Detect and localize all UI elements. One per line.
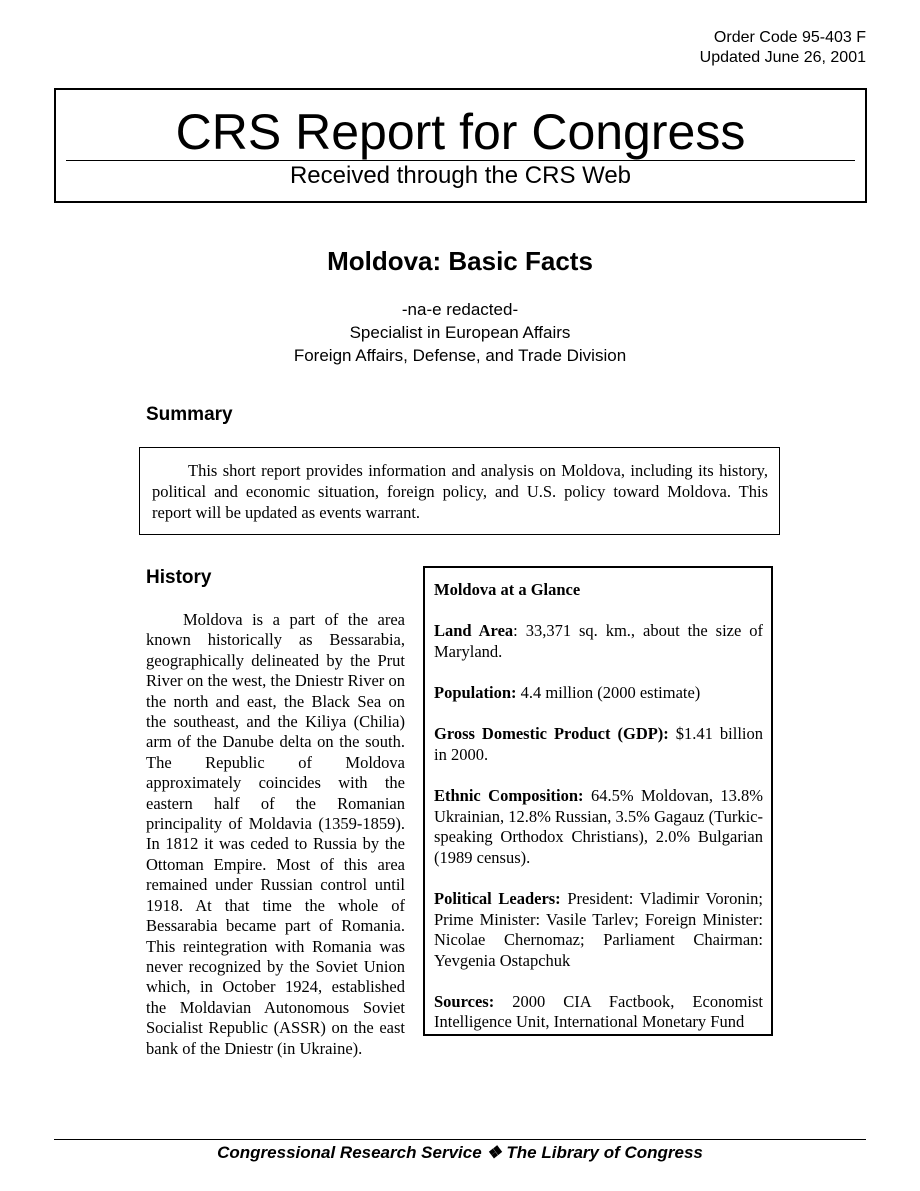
- glance-entry-sources: [434, 992, 763, 1033]
- glance-label: Political Leaders:: [434, 888, 561, 908]
- history-heading: History: [146, 567, 212, 588]
- updated-date: Updated June 26, 2001: [699, 49, 866, 66]
- history-text: Moldova is a part of the area known historically as Bessarabia, geographically delineated by the Prut River on the west, the Dniestr River on the north and east, the Black Sea on the southeast, and the Kiliya (Chilia) arm of the Danube delta on the south. The Republic of Moldova approximately coincides with the eastern half of the Romanian principality of Moldavia (1359-1859). In 1812 it was ceded to Russia by the Ottoman Empire. Most of this area remained under Russian control until 1918. At that time the whole of Bessarabia became part of Romania. This reintegration with Romania was never recognized by the Soviet Union which, in October 1924, established the Moldavian Autonomous Soviet Socialist Republic (ASSR) on the east bank of the Dniestr (in Ukraine).: [146, 610, 405, 1058]
- footer-library: The Library of Congress: [506, 1143, 703, 1162]
- summary-box: [139, 447, 780, 535]
- glance-value: 2000 CIA Factbook, Economist Intelligence Unit, International Monetary Fund: [434, 991, 763, 1032]
- glance-title: Moldova at a Glance: [434, 580, 581, 599]
- glance-label: Land Area: [434, 621, 514, 641]
- order-info: [700, 28, 866, 68]
- glance-entry-population: [434, 683, 763, 704]
- glance-label: Gross Domestic Product (GDP):: [434, 724, 669, 744]
- banner-subtitle: Received through the CRS Web: [289, 162, 632, 189]
- summary-heading: Summary: [146, 404, 233, 425]
- glance-box: [423, 566, 773, 1036]
- order-code: Order Code 95-403 F: [713, 29, 866, 46]
- footer-rule: [54, 1139, 866, 1140]
- glance-value: 33,371 sq. km., about the size of Maryland.: [434, 621, 764, 661]
- history-section: [146, 610, 405, 1059]
- glance-value: President: Vladimir Voronin; Prime Minister: Vasile Tarlev; Foreign Minister: Nicolae Chernomaz; Parliament Chairman: Yevgenia Ostapchuk: [434, 888, 764, 970]
- glance-label: Ethnic Composition:: [434, 785, 584, 805]
- glance-value: $1.41 billion in 2000.: [434, 724, 763, 764]
- author-block: [0, 298, 920, 367]
- glance-value: 4.4 million (2000 estimate): [520, 682, 701, 702]
- glance-entry-ethnic-composition: [434, 786, 763, 868]
- glance-value: 64.5% Moldovan, 13.8% Ukrainian, 12.8% Russian, 3.5% Gagauz (Turkic-speaking Orthodox Christians), 2.0% Bulgarian (1989 census).: [434, 785, 763, 867]
- glance-entry-gdp: [434, 724, 763, 765]
- footer-separator-icon: ❖: [486, 1143, 502, 1162]
- glance-label: Population:: [434, 682, 517, 702]
- author-division: Foreign Affairs, Defense, and Trade Division: [293, 346, 627, 365]
- author-position: Specialist in European Affairs: [349, 323, 571, 342]
- author-name: -na-e redacted-: [401, 300, 519, 319]
- footer-crs: Congressional Research Service: [217, 1143, 482, 1162]
- footer: [0, 1143, 920, 1163]
- glance-entry-political-leaders: [434, 889, 763, 971]
- glance-label: Sources:: [434, 991, 495, 1011]
- glance-entry-land-area: Land Area: 33,371 sq. km., about the size of Maryland.: [434, 621, 764, 661]
- banner-title: CRS Report for Congress: [175, 104, 746, 160]
- crs-banner: [54, 88, 867, 203]
- summary-text: This short report provides information and analysis on Moldova, including its history, political and economic situation, foreign policy, and U.S. policy toward Moldova. This report will be updated as events warrant.: [152, 461, 768, 522]
- document-title: Moldova: Basic Facts: [327, 246, 593, 276]
